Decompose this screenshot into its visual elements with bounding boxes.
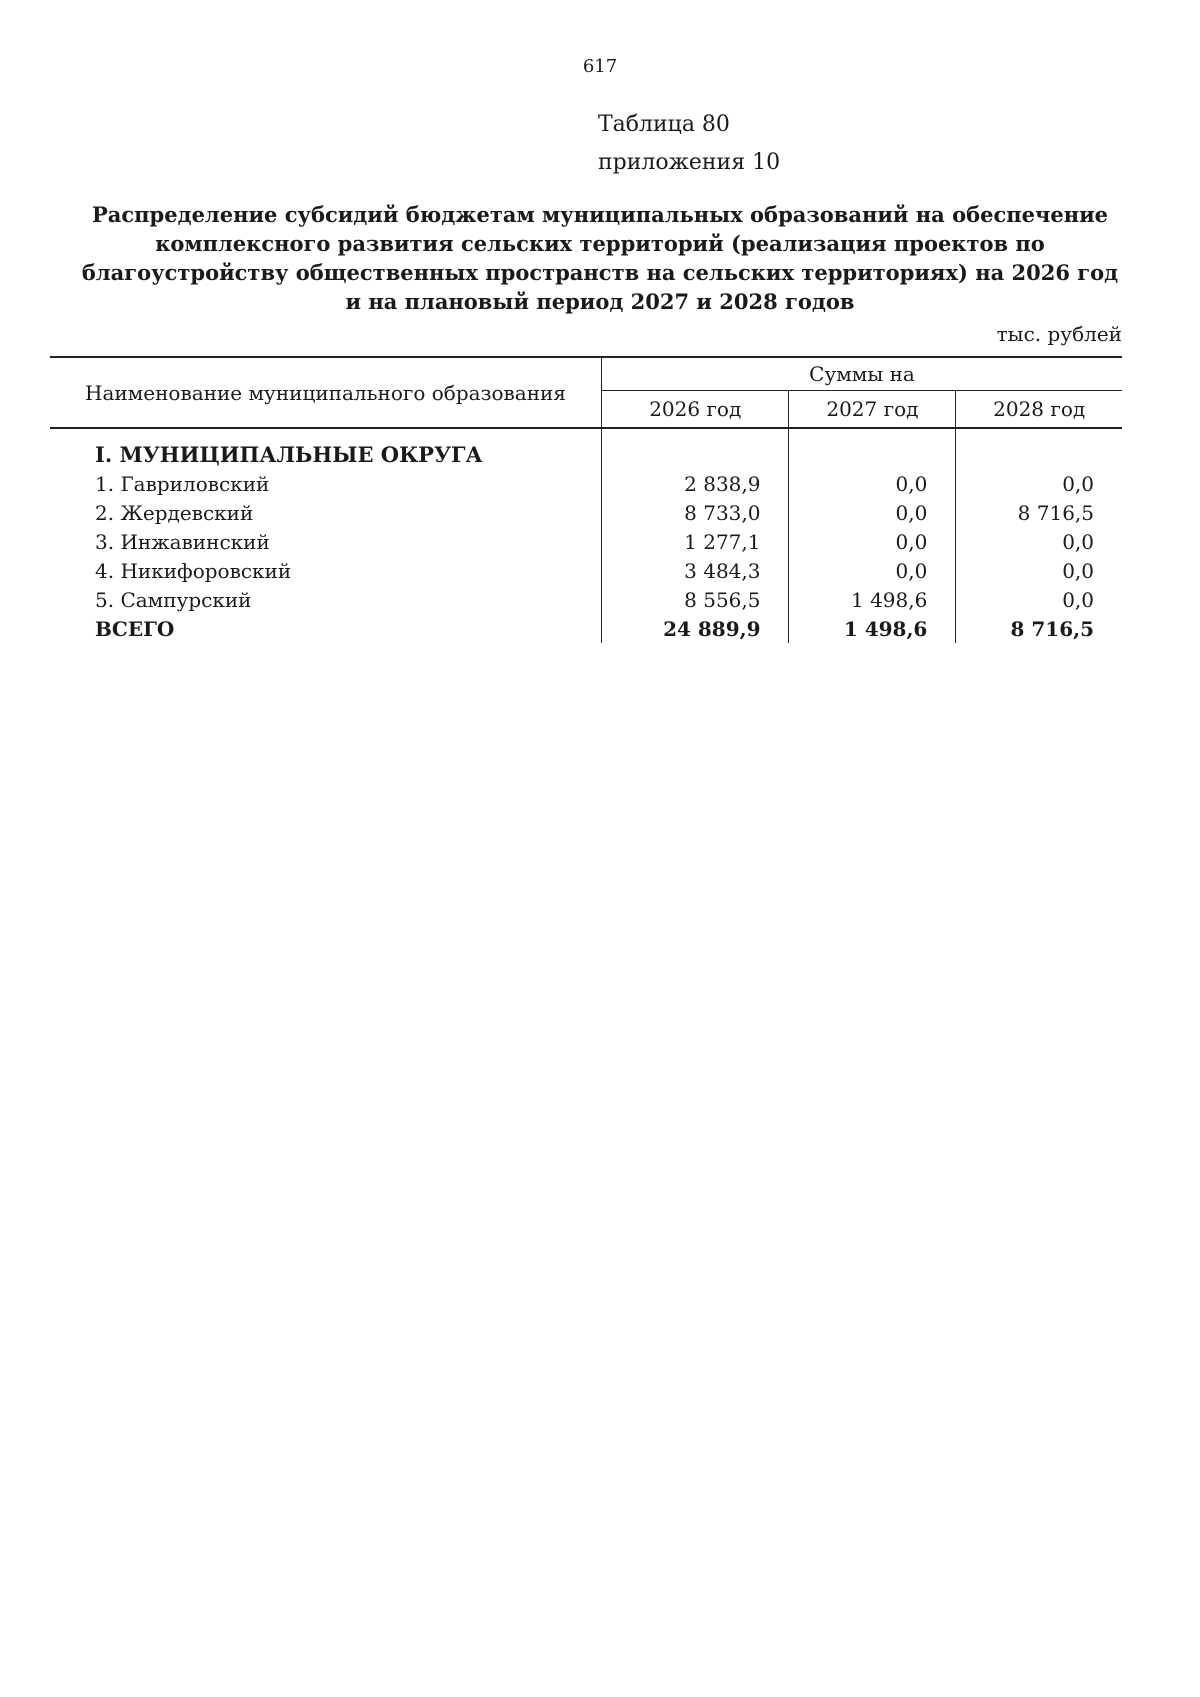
amount-2026: 2 838,9 [602, 469, 789, 498]
amount-2028: 0,0 [956, 585, 1122, 614]
subsidy-table [50, 356, 1122, 643]
amount-2026: 8 556,5 [602, 585, 789, 614]
amount-2027: 0,0 [789, 469, 956, 498]
municipality-name: 4. Никифоровский [95, 558, 292, 583]
header-municipality-name: Наименование муниципального образования [50, 357, 602, 428]
header-year-2026: 2026 год [602, 391, 789, 429]
amount-2026: 1 277,1 [602, 527, 789, 556]
section-title: I. МУНИЦИПАЛЬНЫЕ ОКРУГА [95, 442, 483, 467]
total-label: ВСЕГО [95, 616, 175, 641]
municipality-name: 5. Сампурский [95, 587, 252, 612]
amount-2026: 8 733,0 [602, 498, 789, 527]
amount-2028: 0,0 [956, 527, 1122, 556]
total-2028: 8 716,5 [956, 614, 1122, 643]
amount-2026: 3 484,3 [602, 556, 789, 585]
amount-2027: 1 498,6 [789, 585, 956, 614]
amount-2028: 0,0 [956, 469, 1122, 498]
page-number: 617 [582, 56, 618, 77]
header-year-2028: 2028 год [956, 391, 1122, 429]
total-2026: 24 889,9 [602, 614, 789, 643]
amount-2027: 0,0 [789, 527, 956, 556]
table-row [50, 469, 1122, 498]
table-row [50, 527, 1122, 556]
section-row [50, 428, 1122, 469]
units-label: тыс. рублей [996, 322, 1122, 346]
appendix-reference: приложения 10 [598, 150, 781, 175]
municipality-name: 2. Жердевский [95, 500, 254, 525]
total-row [50, 614, 1122, 643]
total-2027: 1 498,6 [789, 614, 956, 643]
table-row [50, 585, 1122, 614]
municipality-name: 3. Инжавинский [95, 529, 270, 554]
table-row [50, 556, 1122, 585]
municipality-name: 1. Гавриловский [95, 471, 270, 496]
amount-2028: 0,0 [956, 556, 1122, 585]
header-sums: Суммы на [602, 357, 1123, 391]
amount-2027: 0,0 [789, 556, 956, 585]
amount-2028: 8 716,5 [956, 498, 1122, 527]
document-title: Распределение субсидий бюджетам муниципальных образований на обеспечение комплексного развития сельских территорий (реализация проектов по благоустройству общественных пространств на сельских территориях) на 2026 год и на плановый период 2027 и 2028 годов [81, 202, 1119, 314]
table-number: Таблица 80 [598, 112, 730, 137]
amount-2027: 0,0 [789, 498, 956, 527]
table-row [50, 498, 1122, 527]
header-year-2027: 2027 год [789, 391, 956, 429]
